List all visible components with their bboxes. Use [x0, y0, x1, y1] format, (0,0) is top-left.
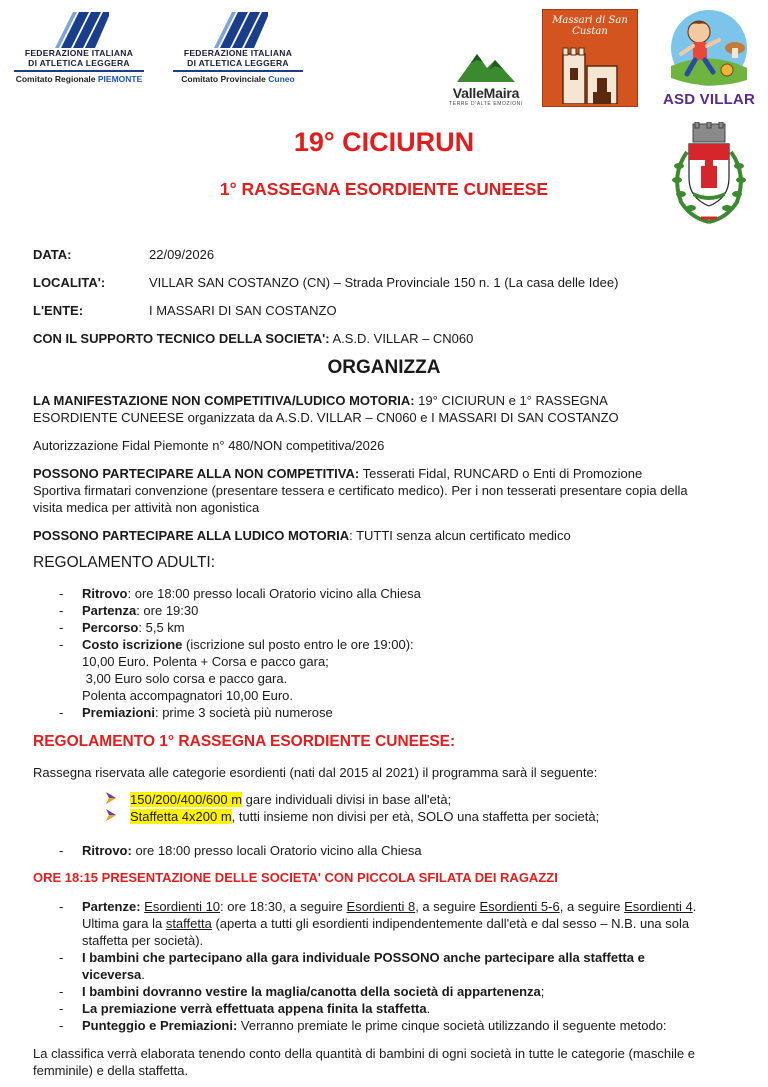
manifestazione-paragraph — [33, 392, 738, 426]
manifestazione-label: LA MANIFESTAZIONE NON COMPETITIVA/LUDICO MOTORIA: — [33, 393, 415, 408]
event-subtitle: 1° RASSEGNA ESORDIENTE CUNEESE — [219, 179, 549, 199]
non-competitiva-text: Tesserati Fidal, RUNCARD o Enti di Promozione — [359, 466, 643, 481]
costo-line: Polenta accompagnatori 10,00 Euro. — [82, 688, 294, 703]
list-bullet: - — [59, 1018, 64, 1033]
fidal-provinciale-logo — [167, 12, 309, 85]
asd-villar-logo — [657, 8, 761, 110]
ludico-paragraph — [33, 527, 738, 544]
list-bullet: - — [59, 950, 64, 965]
non-competitiva-label: POSSONO PARTECIPARE ALLA NON COMPETITIVA: — [33, 466, 360, 481]
divider — [173, 70, 303, 72]
non-competitiva-text-line3: visita medica per attività non agonistica — [33, 500, 260, 515]
list-bullet: - — [59, 899, 64, 914]
data-value: 22/09/2026 — [149, 247, 215, 262]
list-item: La premiazione verrà effettuata appena finita la staffetta. — [82, 1001, 431, 1016]
list-bullet: - — [59, 586, 64, 601]
regolamento-adulti-heading: REGOLAMENTO ADULTI: — [33, 554, 216, 571]
list-item: I bambini dovranno vestire la maglia/canotta della società di appartenenza; — [82, 984, 545, 999]
costo-line: 3,00 Euro solo corsa e pacco gara. — [82, 671, 288, 686]
ente-value: I MASSARI DI SAN COSTANZO — [149, 303, 337, 318]
fidal-name-line1: FEDERAZIONE ITALIANA — [24, 48, 134, 58]
list-bullet: - — [59, 620, 64, 635]
supporto-line — [33, 330, 738, 347]
arrow-bullet-icon — [106, 809, 120, 821]
localita-value: VILLAR SAN COSTANZO (CN) – Strada Provinciale 150 n. 1 (La casa delle Idee) — [149, 275, 619, 290]
supporto-value: A.S.D. VILLAR – CN060 — [329, 331, 474, 346]
list-item: Costo iscrizione (iscrizione sul posto entro le ore 19:00): 10,00 Euro. Polenta + Corsa e pacco gara; 3,00 Euro solo corsa e pacco gara. Polenta accompagnatori 10,00 Euro. — [82, 636, 742, 704]
event-title: 19° CICIURUN — [293, 127, 475, 157]
vallemaira-name: ValleMaira — [452, 85, 520, 101]
vallemaira-tagline: TERRE D'ALTE EMOZIONI — [449, 101, 523, 107]
fidal-stripes-icon — [49, 12, 109, 48]
comitato-label: Comitato Regionale PIEMONTE — [15, 74, 143, 84]
list-item: Ritrovo: ore 18:00 presso locali Oratorio vicino alla Chiesa — [82, 843, 422, 858]
mountain-icon — [457, 50, 515, 82]
list-bullet: - — [59, 843, 64, 858]
manifestazione-text: 19° CICIURUN e 1° RASSEGNA — [414, 393, 608, 408]
list-bullet: - — [59, 1001, 64, 1016]
fidal-name-line1: FEDERAZIONE ITALIANA — [183, 48, 293, 58]
vallemaira-logo — [440, 50, 532, 108]
localita-label: LOCALITA': — [33, 275, 106, 290]
classifica-line2: femminile) e della staffetta. — [33, 1063, 189, 1078]
fidal-regionale-logo — [8, 12, 150, 85]
organizza-heading: ORGANIZZA — [327, 357, 441, 378]
divider — [14, 70, 144, 72]
classifica-line1: La classifica verrà elaborata tenendo conto della quantità di bambini di ogni società in tutte le categorie (maschile e — [33, 1046, 695, 1061]
fidal-name-line2: DI ATLETICA LEGGERA — [187, 58, 289, 68]
list-item: Punteggio e Premiazioni: Verranno premiate le prime cinque società utilizzando il seguente metodo: — [82, 1018, 667, 1033]
comitato-label: Comitato Provinciale Cuneo — [181, 74, 295, 84]
ludico-text: : TUTTI senza alcun certificato medico — [349, 528, 571, 543]
non-competitiva-text-line2: Sportiva firmatari convenzione (presentare tessera e certificato medico). Per i non tesserati presentare copia della — [33, 483, 688, 498]
classifica-paragraph — [33, 1045, 738, 1079]
autorizzazione-text: Autorizzazione Fidal Piemonte n° 480/NON competitiva/2026 — [33, 438, 385, 453]
manifestazione-text-line2: ESORDIENTE CUNEESE organizzata da A.S.D. VILLAR – CN060 e I MASSARI DI SAN COSTANZO — [33, 410, 619, 425]
list-item: Partenze: Esordienti 10: ore 18:30, a seguire Esordienti 8, a seguire Esordienti 5-6, a seguire Esordienti 4. Ultima gara la staffetta (aperta a tutti gli esordienti indipendentemente dall'età e dal sesso – N.B. una sola staffetta per società). — [82, 899, 697, 948]
list-item: Partenza: ore 19:30 — [82, 603, 199, 618]
ente-label: L'ENTE: — [33, 303, 84, 318]
list-bullet: - — [59, 705, 64, 720]
bullet-item: Staffetta 4x200 m, tutti insieme non divisi per età, SOLO una staffetta per società; — [130, 809, 600, 824]
massari-logo — [542, 9, 638, 107]
fidal-name-line2: DI ATLETICA LEGGERA — [28, 58, 130, 68]
list-bullet: - — [59, 984, 64, 999]
list-item: I bambini che partecipano alla gara individuale POSSONO anche partecipare alla staffetta e viceversa. — [82, 950, 645, 982]
fidal-stripes-icon — [208, 12, 268, 48]
costo-line: 10,00 Euro. Polenta + Corsa e pacco gara; — [82, 654, 329, 669]
asd-villar-text: ASD VILLAR — [663, 91, 755, 108]
list-bullet: - — [59, 603, 64, 618]
supporto-label: CON IL SUPPORTO TECNICO DELLA SOCIETA': — [33, 331, 330, 346]
bullet-item: 150/200/400/600 m gare individuali divisi in base all'età; — [130, 792, 452, 807]
list-item: Percorso: 5,5 km — [82, 620, 185, 635]
massari-logo-text: Massari di San Custan — [552, 15, 628, 37]
presentazione-line: ORE 18:15 PRESENTAZIONE DELLE SOCIETA' CON PICCOLA SFILATA DEI RAGAZZI — [33, 870, 558, 885]
arrow-bullet-icon — [106, 792, 120, 804]
regolamento-esordienti-heading: REGOLAMENTO 1° RASSEGNA ESORDIENTE CUNEESE: — [33, 733, 456, 750]
ludico-label: POSSONO PARTECIPARE ALLA LUDICO MOTORIA — [33, 528, 350, 543]
list-item: Premiazioni: prime 3 società più numerose — [82, 705, 333, 720]
data-label: DATA: — [33, 247, 72, 262]
running-child-icon — [661, 8, 757, 88]
non-competitiva-paragraph — [33, 465, 738, 516]
esordienti-intro: Rassegna riservata alle categorie esordienti (nati dal 2015 al 2021) il programma sarà il seguente: — [33, 765, 598, 780]
list-bullet: - — [59, 637, 64, 652]
list-item: Ritrovo: ore 18:00 presso locali Oratorio vicino alla Chiesa — [82, 586, 421, 601]
castle-icon — [557, 44, 623, 104]
